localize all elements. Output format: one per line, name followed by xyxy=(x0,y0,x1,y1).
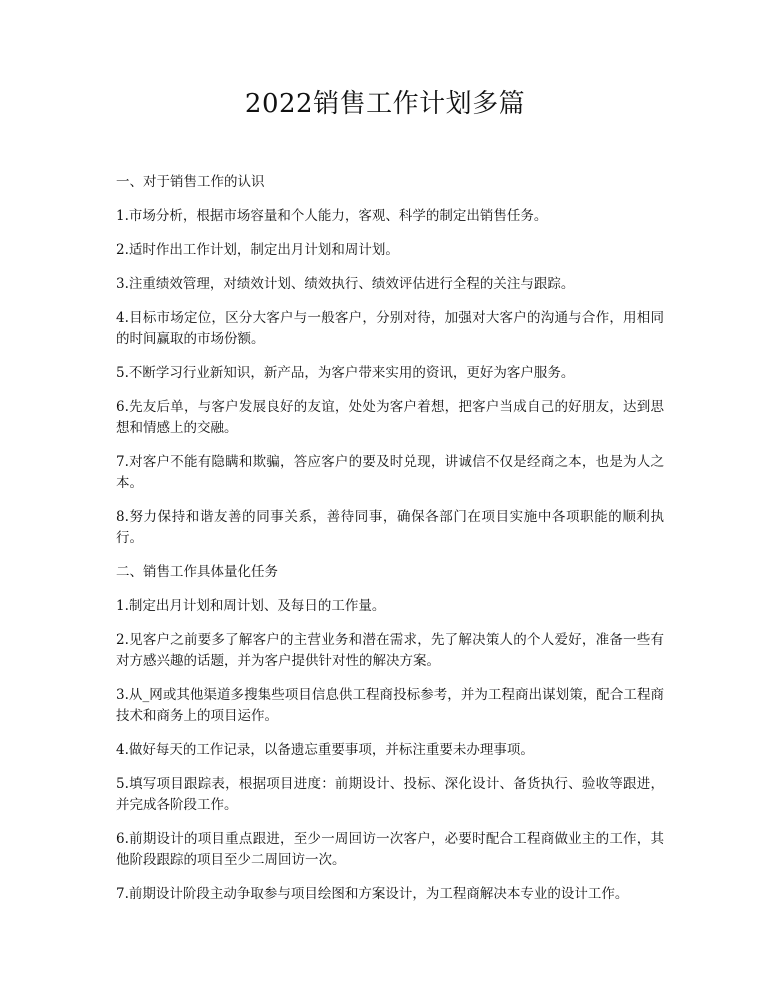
list-item: 4.做好每天的工作记录，以备遗忘重要事项，并标注重要未办理事项。 xyxy=(116,742,534,758)
list-item: 6.先友后单，与客户发展良好的友谊，处处为客户着想，把客户当成自己的好朋友，达到思想和情感上的交融。 xyxy=(116,399,664,436)
document-body xyxy=(116,172,664,918)
list-item: 5.填写项目跟踪表，根据项目进度：前期设计、投标、深化设计、备货执行、验收等跟进，并完成各阶段工作。 xyxy=(116,776,664,813)
list-item: 2.适时作出工作计划，制定出月计划和周计划。 xyxy=(116,242,399,258)
list-item: 4.目标市场定位，区分大客户与一般客户，分别对待，加强对大客户的沟通与合作，用相同的时间赢取的市场份额。 xyxy=(116,310,664,347)
section-heading: 二、销售工作具体量化任务 xyxy=(116,564,278,580)
list-item: 6.前期设计的项目重点跟进，至少一周回访一次客户，必要时配合工程商做业主的工作，其他阶段跟踪的项目至少二周回访一次。 xyxy=(116,831,664,868)
list-item: 1.市场分析，根据市场容量和个人能力，客观、科学的制定出销售任务。 xyxy=(116,208,548,224)
list-item: 3.注重绩效管理，对绩效计划、绩效执行、绩效评估进行全程的关注与跟踪。 xyxy=(116,276,575,292)
list-item: 3.从_网或其他渠道多搜集些项目信息供工程商投标参考，并为工程商出谋划策，配合工程商技术和商务上的项目运作。 xyxy=(116,687,664,724)
list-item: 1.制定出月计划和周计划、及每日的工作量。 xyxy=(116,598,386,614)
list-item: 5.不断学习行业新知识，新产品，为客户带来实用的资讯，更好为客户服务。 xyxy=(116,365,575,381)
page-title: 2022销售工作计划多篇 xyxy=(244,89,526,119)
list-item: 8.努力保持和谐友善的同事关系，善待同事，确保各部门在项目实施中各项职能的顺利执行。 xyxy=(116,509,664,546)
list-item: 7.对客户不能有隐瞒和欺骗，答应客户的要及时兑现，讲诚信不仅是经商之本，也是为人之本。 xyxy=(116,454,664,491)
list-item: 7.前期设计阶段主动争取参与项目绘图和方案设计，为工程商解决本专业的设计工作。 xyxy=(116,886,629,902)
section-heading: 一、对于销售工作的认识 xyxy=(116,174,265,190)
list-item: 2.见客户之前要多了解客户的主营业务和潜在需求，先了解决策人的个人爱好，准备一些有对方感兴趣的话题，并为客户提供针对性的解决方案。 xyxy=(116,632,664,669)
